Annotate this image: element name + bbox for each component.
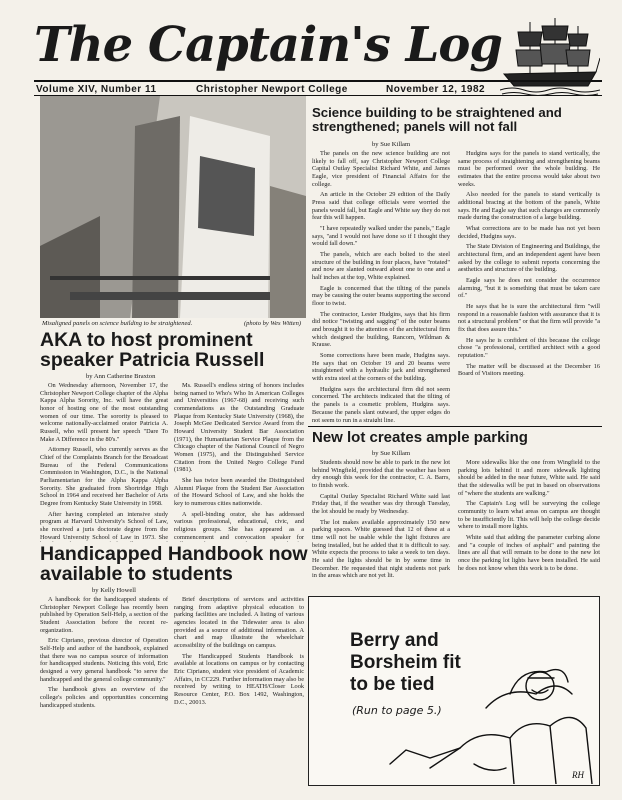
paragraph: "I have repeatedly walked under the panels," Eagle says, "and I would not have done so if I thought they would fall down." xyxy=(312,225,450,248)
divider xyxy=(308,426,602,427)
science-col-1 xyxy=(312,150,450,422)
paragraph: Students should now be able to park in the new lot behind Wingfield, provided that the weather has been dry enough this week for the contractor, C. A. Barrs, to finish work. xyxy=(312,459,450,490)
paragraph: Eagle says he does not consider the occurrence alarming, "but it is something that must be taken care of." xyxy=(458,277,600,300)
paragraph: Attorney Russell, who currently serves as the Chief of the Complaints Branch for the Broadcast Bureau of the Federal Communications Commission in Washington, D.C., is the National Parliamentarian for the Alpha Kappa Alpha Sorority. She graduated from Shortridge High School in 1964 and received her Bachelor of Arts Degree from Kentucky State University in 1968. xyxy=(40,446,168,508)
aka-col-2 xyxy=(174,382,304,542)
paragraph: A spell-binding orator, she has addressed various professional, educational, civic, and religious groups. She has appeared as a commencement and convocation speaker for xyxy=(174,510,304,541)
paragraph: A handbook for the handicapped students of Christopher Newport College has recently been published by Operation Self-Help, a section of the Student Association before the recent re-organization. xyxy=(40,596,168,634)
paragraph: Hudgins says the architectural firm did not seem concerned. The architects indicated that the tilting of the panels is a cosmetic problem, Hudgins says. Because the panels slant outward, the upper edges do not seem to run in a straight line. xyxy=(312,385,450,422)
volume-number: Volume XIV, Number 11 xyxy=(36,84,157,95)
paragraph: The Captain's Log will be surveying the college community to learn what areas on campus are thought to be insufficiently lit. This will help the college decide where to install more lights. xyxy=(458,500,600,531)
cartoon-run-note: (Run to page 5.) xyxy=(352,704,442,717)
paragraph: The matter will be discussed at the December 16 Board of Visitors meeting. xyxy=(458,362,600,378)
paragraph: After having completed an intensive study program at Harvard University's School of Law, she received a juris doctorate degree from the Howard University School of Law in 1973. She xyxy=(40,510,168,541)
science-col-2 xyxy=(458,150,600,422)
photo-credit: (photo by Wes Witten) xyxy=(244,320,301,327)
paragraph: Also needed for the panels to stand vertically is additional bracing at the bottom of the panels, White says. He and Eagle say that such changes are commonly made during the construction of a large building. xyxy=(458,191,600,222)
paragraph: The State Division of Engineering and Buildings, the architectural firm, and an independent agent have been asked by the college to submit reports concerning the aesthetics and structure of the building. xyxy=(458,243,600,274)
science-building-photo xyxy=(40,96,306,318)
aka-byline: by Ann Catherine Braxton xyxy=(86,373,156,380)
aka-headline: AKA to host prominent speaker Patricia Russell xyxy=(40,329,265,372)
issue-date: November 12, 1982 xyxy=(386,84,486,95)
cartoonist-signature: RH xyxy=(572,770,584,780)
paragraph: The lot makes available approximately 150 new parking spaces. White guessed that 12 of these at a time will not be usable while the light fixtures are being installed, but he added that it is difficult to say. White expects the process to take a week to ten days. He said the lights should be in by some time in December. He requested that night students not park in the areas which are not yet lit. xyxy=(312,518,450,580)
paragraph: An article in the October 29 edition of the Daily Press said that college officials were worried the panels would fall, but Eagle and White say they do not fear this will happen. xyxy=(312,191,450,222)
paragraph: Eagle is concerned that the tilting of the panels may be causing the outer beams supporting the second floor to twist. xyxy=(312,284,450,308)
parking-col-1 xyxy=(312,459,450,592)
photo-caption: Misaligned panels on science building to be straightened. xyxy=(42,320,193,327)
paragraph: More sidewalks like the one from Wingfield to the parking lots behind it and more sidewalk lighting should be added in the near future, White said. He said that the sidewalks will be put in based on observations of "where the students are walking." xyxy=(458,459,600,497)
paragraph: On Wednesday afternoon, November 17, the Christopher Newport College chapter of the Alpha Kappa Alpha Sorority, Inc. will have the great honor of hosting one of the most outstanding women of our time. The sorority is pleased to welcome nationally-acclaimed orator Patricia A. Russell, who will present her speech "Dare To Make A Difference in the 80's." xyxy=(40,382,168,443)
paragraph: Eric Cipriano, previous director of Operation Self-Help and author of the handbook, explained that there was no campus source of information for handicapped students. Noticing this void, Eric designed a very general handbook "to serve the handicapped and the general college community." xyxy=(40,637,168,683)
paragraph: What corrections are to be made has not yet been decided, Hudgins says. xyxy=(458,225,600,240)
parking-headline: New lot creates ample parking xyxy=(312,429,528,446)
masthead-title: The Captain's Log xyxy=(34,17,502,73)
parking-byline: by Sue Killam xyxy=(372,450,411,457)
ship-illustration xyxy=(500,14,600,96)
paragraph: He says he is confident of this because the college chose "a professional, certified architect with a good reputation." xyxy=(458,336,600,360)
science-byline: by Sue Killam xyxy=(372,141,411,148)
paragraph: Some corrections have been made, Hudgins says. He says that on October 19 and 20 beams were straightened with a hydraulic jack and strengthened with extra steel at the corners of the building. xyxy=(312,352,450,383)
handbook-col-2 xyxy=(174,596,304,788)
paragraph: Hudgins says for the panels to stand vertically, the same process of straightening and strengthening beams must be performed over the whole building. He estimates that the entire process would take about two weeks. xyxy=(458,150,600,188)
masthead-rule xyxy=(34,80,602,82)
paragraph: The handbook gives an overview of the college's policies and opportunities concerning handicapped students. xyxy=(40,686,168,709)
paragraph: The panels on the new science building are not likely to fall off, say Christopher Newport College Capital Outlay Specialist Richard White, and James Eagle, vice president of Financial Affairs for the college. xyxy=(312,150,450,188)
paragraph: The Handicapped Students Handbook is available at locations on campus or by contacting Eric Cipriano, student vice president of Academic Affairs, in CC229. Further information may also be received by writing to HEATH/Closer Look Resource Center, P.O. Box 1492, Washington, D.C., 20013. xyxy=(174,652,304,706)
paragraph: The contractor, Lester Hudgins, says that his firm did notice "twisting and sagging" of the outer beams and brought it to the attention of the architectural firm which designed the building, Rancorn, Wildman & Krause. xyxy=(312,310,450,349)
aka-col-1 xyxy=(40,382,168,542)
handbook-headline: Handicapped Handbook now available to students xyxy=(40,543,308,586)
paragraph: Ms. Russell's endless string of honors includes being named to Who's Who In American Colleges and Universities (1967-68) and receiving such commendations as the Outstanding Graduate Plaque from Kentucky State University (1968), the Joseph McGee Dedicated Service Award from the Howard University Student Bar Association (1971), the Humanitarian Service Plaque from the Chicago chapter of the National Council of Negro Women (1975), and the Distinguished Service Citation from the United Negro College Fund (1981). xyxy=(174,382,304,474)
paragraph: White said that adding the parameter curbing alone and "a couple of inches of asphalt" and painting the lines are all that will remain to be done to the new lot once the parking lot lights have been installed. He said he does not know when this work is to be done. xyxy=(458,534,600,572)
paragraph: Capital Outlay Specialist Richard White said last Friday that, if the weather was dry through Tuesday, the lot should be ready by Wednesday. xyxy=(312,492,450,516)
cartoon-title: Berry and Borsheim fit to be tied xyxy=(350,630,461,695)
handbook-col-1 xyxy=(40,596,168,788)
science-headline: Science building to be straightened and strengthened; panels will not fall xyxy=(312,105,562,134)
paragraph: Brief descriptions of services and activities ranging from adaptive physical education to parking facilities are included. A listing of various agencies located in the Tidewater area is also provided as a source of additional information. A chart and map illustrate the wheelchair accessibility of the buildings on campus. xyxy=(174,596,304,650)
handbook-byline: by Kelly Howell xyxy=(92,587,136,594)
parking-col-2 xyxy=(458,459,600,592)
paragraph: The panels, which are each bolted to the steel structure of the building in four places, have "rotated" and now are slanted outward about one to one and a half inches at the top, White explained. xyxy=(312,251,450,282)
paragraph: She has twice been awarded the Distinguished Alumni Plaque from the Student Bar Association of the Howard School of Law, and she holds the key to numerous cities nationwide. xyxy=(174,477,304,508)
college-name: Christopher Newport College xyxy=(196,84,348,95)
paragraph: He says that he is sure the architectural firm "will respond in a reasonable fashion with assurance that it is not a structural problem" or that the firm will provide "a fix that does assure this." xyxy=(458,303,600,334)
